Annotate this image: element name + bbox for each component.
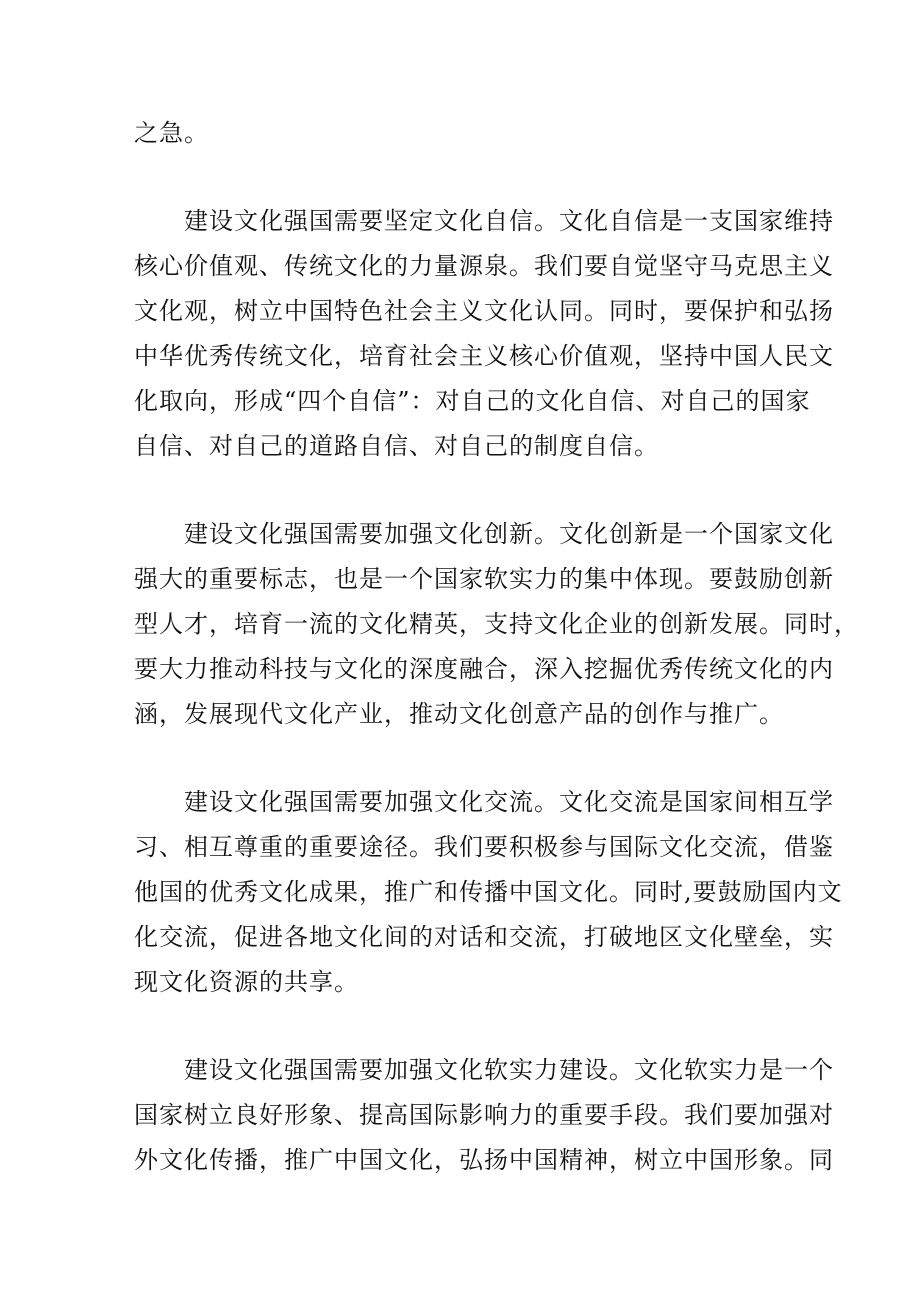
paragraph-line: 建设文化强国需要坚定文化自信。文化自信是一支国家维持 <box>184 207 834 235</box>
paragraph-line: 涵，发展现代文化产业，推动文化创意产品的创作与推广。 <box>134 700 784 728</box>
paragraph-line: 他国的优秀文化成果，推广和传播中国文化。同时,要鼓励国内文 <box>134 878 843 906</box>
paragraph-line: 化交流，促进各地文化间的对话和交流，打破地区文化壁垒，实 <box>134 923 834 951</box>
paragraph-line: 国家树立良好形象、提高国际影响力的重要手段。我们要加强对 <box>134 1101 834 1129</box>
paragraph-line: 建设文化强国需要加强文化软实力建设。文化软实力是一个 <box>184 1056 834 1084</box>
paragraph-line: 之急。 <box>134 119 209 147</box>
paragraph-line: 习、相互尊重的重要途径。我们要积极参与国际文化交流，借鉴 <box>134 833 834 861</box>
paragraph-line: 强大的重要标志，也是一个国家软实力的集中体现。要鼓励创新 <box>134 565 834 593</box>
paragraph-line: 型人才，培育一流的文化精英，支持文化企业的创新发展。同时， <box>134 610 859 638</box>
paragraph-line: 要大力推动科技与文化的深度融合，深入挖掘优秀传统文化的内 <box>134 655 834 683</box>
paragraph-line: 文化观，树立中国特色社会主义文化认同。同时，要保护和弘扬 <box>134 297 834 325</box>
paragraph-line: 核心价值观、传统文化的力量源泉。我们要自觉坚守马克思主义 <box>134 252 834 280</box>
paragraph-line: 外文化传播，推广中国文化，弘扬中国精神，树立中国形象。同 <box>134 1146 834 1174</box>
paragraph-line: 化取向，形成“四个自信”：对自己的文化自信、对自己的国家 <box>134 387 811 415</box>
paragraph-line: 中华优秀传统文化，培育社会主义核心价值观，坚持中国人民文 <box>134 342 834 370</box>
paragraph-line: 建设文化强国需要加强文化交流。文化交流是国家间相互学 <box>184 788 834 816</box>
paragraph-line: 自信、对自己的道路自信、对自己的制度自信。 <box>134 432 659 460</box>
paragraph-line: 建设文化强国需要加强文化创新。文化创新是一个国家文化 <box>184 520 834 548</box>
paragraph-line: 现文化资源的共享。 <box>134 968 359 996</box>
